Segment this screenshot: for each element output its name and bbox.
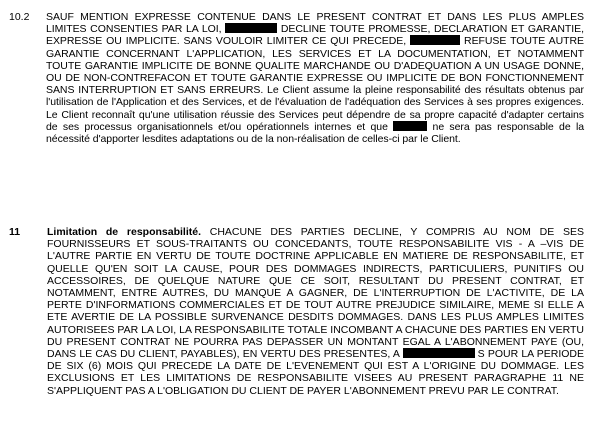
clause-text: S POUR LA PERIODE DE SIX (6) MOIS QUI PRECEDE LA DATE DE L'EVENEMENT QUI EST A L'ORIGINE DU DOMMAGE. LES EXCLUSIONS ET LES LIMITATIONS DE RESPONSABILITE VISEES AU PRESENT PARAGRAPHE 11 NE S'APPLIQUENT PAS A L'OBLIGATION DU CLIENT DE PAYER L'ABONNEMENT PREVU PAR LE CONTRAT.: [47, 348, 585, 397]
clause-text: REFUSE TOUTE AUTRE GARANTIE CONCERNANT L'APPLICATION, LES SERVICES ET LA DOCUMENTATION, ET NOTAMMENT TOUTE GARANTIE IMPLICITE DE BONNE QUALITE MARCHANDE OU D'ADEQUATION A UN USAGE DONNE, OU DE NON-CONTREFACON ET TOUTE GARANTIE EXPRESSE OU IMPLICITE DE BON FONCTIONNEMENT SANS INTERRUPTION ET SANS ERREURS. Le Client assume la pleine responsabilité des résultats obtenus par l'utilisation de l'Application et des Services, et de l'évaluation de l'adéquation des Services à ses propres exigences. Le Client reconnaît qu'une utilisation réussie des Services peut dépendre de sa propre capacité d'adapter certains de ses processus organisationnels et/ou opérationnels internes et que: [46, 35, 584, 133]
section-number: 10.2: [9, 11, 30, 23]
redaction-block: [410, 35, 460, 45]
section-body: [47, 226, 584, 397]
clause-text: DECLINE TOUTE PROMESSE, DECLARATION ET GARANTIE, EXPRESSE OU IMPLICITE. SANS VOULOIR LIMITER CE QUI PRECEDE,: [46, 23, 584, 48]
redaction-block: [225, 23, 277, 33]
clause-text: CHACUNE DES PARTIES DECLINE, Y COMPRIS AU NOM DE SES FOURNISSEURS ET SOUS-TRAITANTS OU CONCEDANTS, TOUTE RESPONSABILITE VIS - A –VIS DE L'AUTRE PARTIE EN VERTU DE TOUTE DOCTRINE APPLICABLE EN MATIERE DE RESPONSABILITE, ET QUELLE QU'EN SOIT LA CAUSE, POUR DES DOMMAGES INDIRECTS, PARTICULIERS, PUNITIFS OU ACCESSOIRES, DE QUELQUE NATURE QUE CE SOIT, RESULTANT DU PRESENT CONTRAT, ET NOTAMMENT, ENTRE AUTRES, DU MANQUE A GAGNER, DE L'INTERRUPTION DE L'ACTIVITE, DE LA PERTE D'INFORMATIONS COMMERCIALES ET DE TOUT AUTRE PREJUDICE SIMILAIRE, MEME SI ELLE A ETE AVERTIE DE LA POSSIBLE SURVENANCE DESDITS DOMMAGES. DANS LES PLUS AMPLES LIMITES AUTORISEES PAR LA LOI, LA RESPONSABILITE TOTALE INCOMBANT A CHACUNE DES PARTIES EN VERTU DU PRESENT CONTRAT NE POURRA PAS DEPASSER UN MONTANT EGAL A L'ABONNEMENT PAYE (OU, DANS LE CAS DU CLIENT, PAYABLES), EN VERTU DES PRESENTES, A: [47, 226, 585, 361]
clause-text: SAUF MENTION EXPRESSE CONTENUE DANS LE PRESENT CONTRAT ET DANS LES PLUS AMPLES LIMITES CONSENTIES PAR LA LOI,: [46, 11, 584, 36]
section-title: Limitation de responsabilité.: [47, 226, 201, 238]
redaction-block: [393, 121, 427, 131]
section-number: 11: [9, 226, 21, 238]
section-body: [46, 11, 584, 145]
redaction-block: [403, 348, 475, 358]
clause-text: ne sera pas responsable de la nécessité d'apporter lesdites adaptations ou de la non-réalisation de celles-ci par le Client.: [46, 120, 585, 146]
